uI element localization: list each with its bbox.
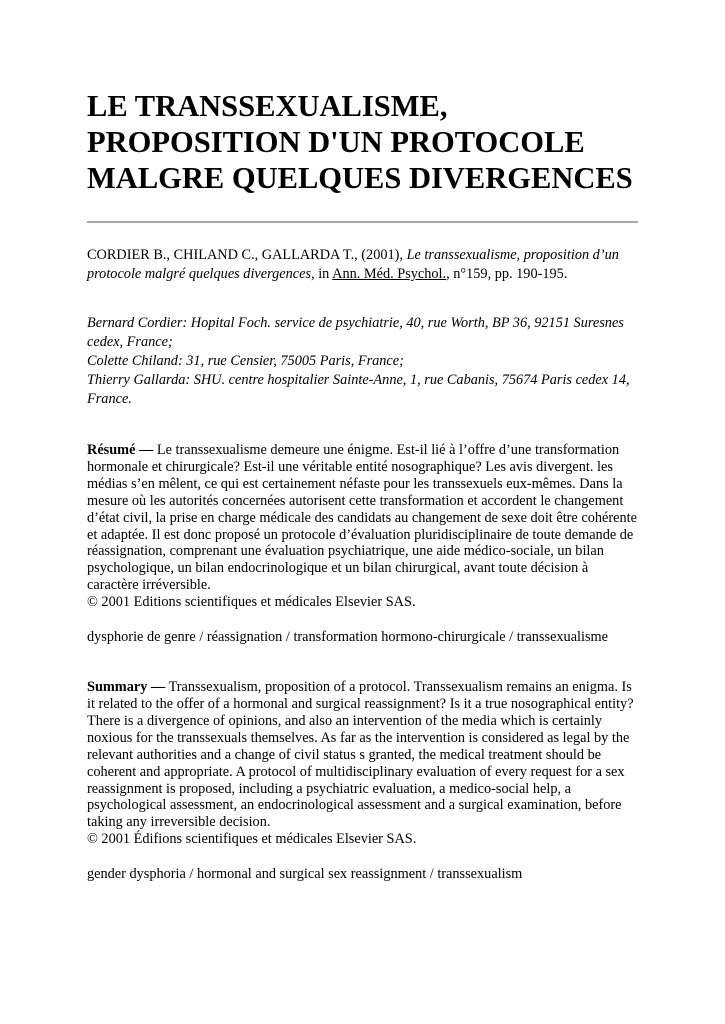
resume-label: Résumé — — [87, 442, 154, 458]
summary-abstract — [87, 679, 639, 848]
citation-article-title: Le transsexualisme, proposition d’un protocole malgré quelques divergences — [87, 247, 619, 282]
title-line-3: MALGRE QUELQUES DIVERGENCES — [87, 161, 633, 195]
summary-text: Transsexualism, proposition of a protocol. Transsexualism remains an enigma. Is it related to the offer of a hormonal and surgical reassignment? Is it a true nosographical entity? There is a divergence of opinions, and also an intervention of the media which is certainly noxious for the transsexuals themselves. As far as the intervention is considered as legal by the relevant authorities and a change of civil status s granted, the medical treatment should be coherent and appropriate. A protocol of multidisciplinary evaluation of every request for a sex reassignment is proposed, including a psychiatric evaluation, a medico-social help, a psychological assessment, an endocrinological assessment and a surgical examination, before taking any irreversible decision. — [87, 679, 634, 831]
citation-authors: CORDIER B., CHILAND C., GALLARDA T., (2001), — [87, 247, 407, 263]
resume-copyright: © 2001 Editions scientifiques et médicales Elsevier SAS. — [87, 594, 416, 611]
resume-abstract — [87, 442, 639, 611]
citation — [87, 246, 639, 284]
affiliation-gallarda: Thierry Gallarda: SHU. centre hospitalier Sainte-Anne, 1, rue Cabanis, 75674 Paris cedex 14, France. — [87, 372, 630, 407]
affiliation-chiland: Colette Chiland: 31, rue Censier, 75005 Paris, France; — [87, 353, 404, 369]
summary-label: Summary — — [87, 679, 166, 696]
title-divider — [87, 221, 638, 223]
paper-title — [87, 88, 639, 196]
summary-keywords: gender dysphoria / hormonal and surgical sex reassignment / transsexualism — [87, 866, 523, 883]
affiliations — [87, 314, 639, 409]
resume-keywords: dysphorie de genre / réassignation / transformation hormono-chirurgicale / transsexualisme — [87, 629, 609, 646]
citation-in: , in — [311, 266, 333, 282]
title-line-1: LE TRANSSEXUALISME, — [87, 89, 448, 123]
resume-text: Le transsexualisme demeure une énigme. Est-il lié à l’offre d’une transformation hormonale et chirurgicale? Est-il une véritable entité nosographique? Les avis divergent. les médias s’en mêlent, ce qui est certainement néfaste pour les transsexuels eux-mêmes. Dans la mesure où les autorités concernées autorisent cette transformation et accordent le changement d’état civil, la prise en charge médicale des candidats au changement de sexe doit être cohérente et adaptée. Il est donc proposé un protocole d’évaluation pluridisciplinaire de toute demande de réassignation, comprenant une évaluation psychiatrique, une aide médico-sociale, un bilan psychologique, un bilan endocrinologique et un bilan chirurgical, avant toute décision à caractère irréversible. — [87, 442, 637, 594]
affiliation-cordier: Bernard Cordier: Hopital Foch. service de psychiatrie, 40, rue Worth, BP 36, 92151 Suresnes cedex, France; — [87, 315, 624, 350]
document-page — [87, 88, 639, 883]
citation-details: , n°159, pp. 190-195. — [446, 266, 568, 282]
citation-journal-link[interactable]: Ann. Méd. Psychol. — [332, 266, 447, 282]
summary-copyright: © 2001 Édifions scientifiques et médicales Elsevier SAS. — [87, 831, 417, 848]
title-line-2: PROPOSITION D'UN PROTOCOLE — [87, 125, 585, 159]
